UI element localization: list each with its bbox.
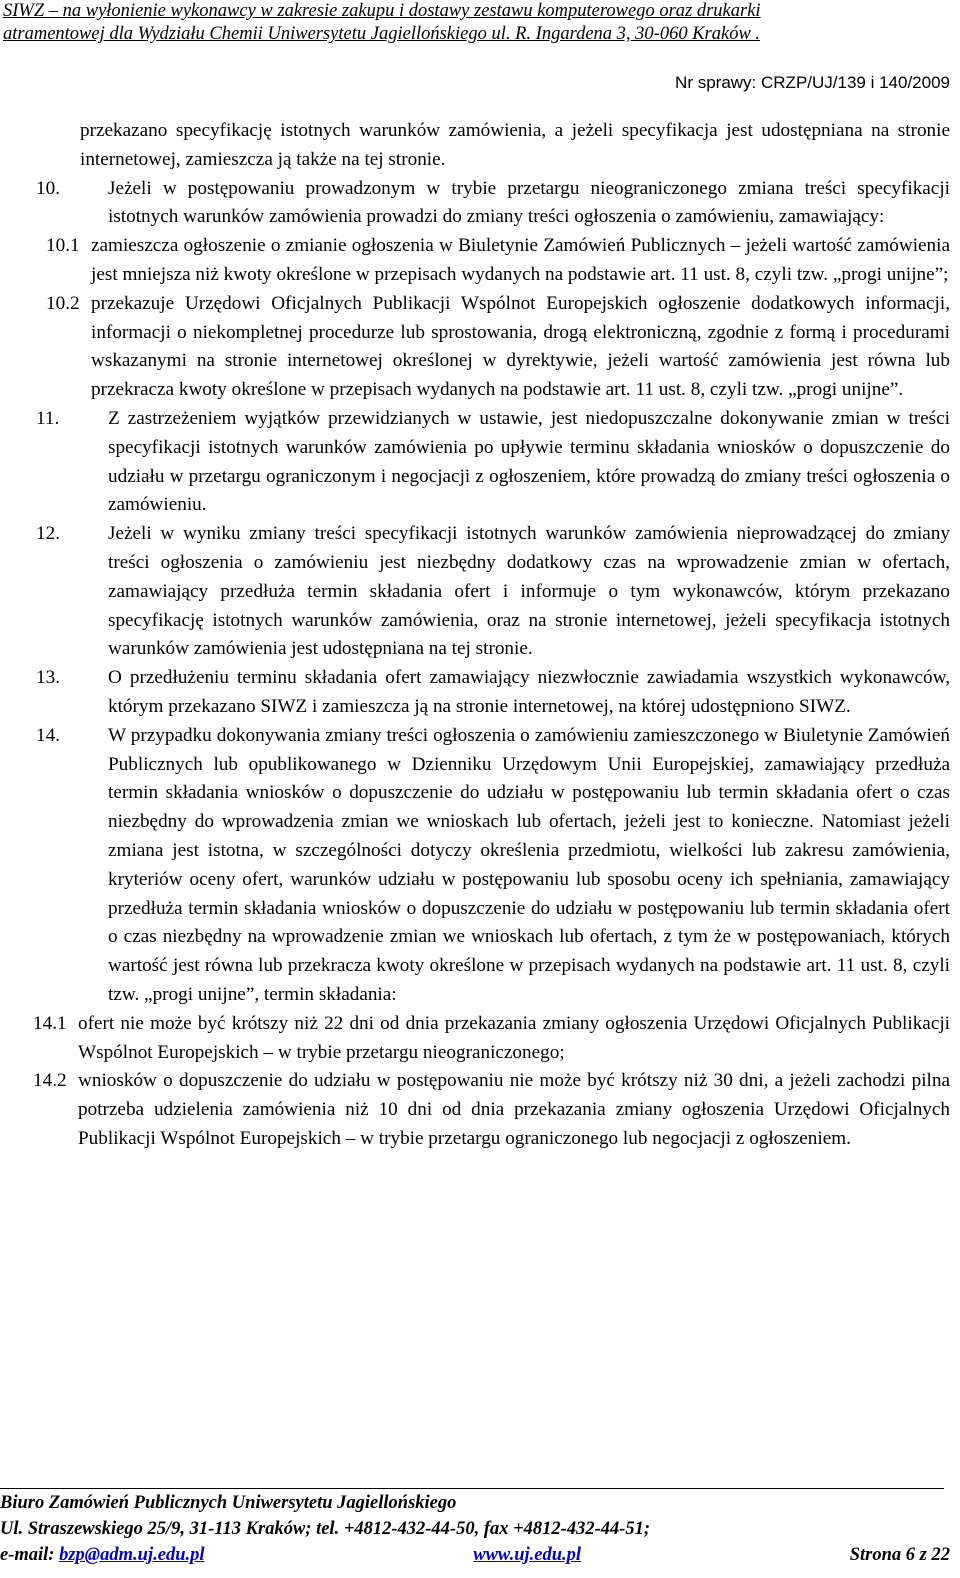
item-number: 13. (36, 667, 60, 689)
sub-item-14-2 (0, 1067, 950, 1153)
list-item-13 (0, 664, 950, 722)
item-text: W przypadku dokonywania zmiany treści ogłoszenia o zamówieniu zamieszczonego w Biuletynie Zamówień Publicznych lub opublikowanego w Dzienniku Urzędowym Unii Europejskiej, zamawiający przedłuża termin składania wniosków o dopuszczenie do udziału w postępowaniu lub termin składania ofert o czas niezbędny do wprowadzenia zmian we wnioskach lub ofertach, jeżeli jest to konieczne. Natomiast jeżeli zmiana jest istotna, w szczególności dotyczy określenia przedmiotu, wielkości lub zakresu zamówienia, kryteriów oceny ofert, warunków udziału w postępowaniu lub sposobu oceny ich spełniania, zamawiający przedłuża termin składania wniosków o dopuszczenie do udziału w postępowaniu lub termin składania ofert o czas niezbędny na wprowadzenie zmian we wnioskach lub ofertach, z tym że w postępowaniach, których wartość jest równa lub przekracza kwoty określone w przepisach wydanych na podstawie art. 11 ust. 8, czyli tzw. „progi unijne”, termin składania: (108, 724, 950, 1005)
sub-item-text: ofert nie może być krótszy niż 22 dni od dnia przekazania zmiany ogłoszenia Urzędowi Oficjalnych Publikacji Wspólnot Europejskich – w trybie przetargu nieograniczonego; (78, 1012, 950, 1063)
item-number: 12. (36, 523, 60, 545)
case-number: Nr sprawy: CRZP/UJ/139 i 140/2009 (675, 73, 950, 92)
footer-office-name: Biuro Zamówień Publicznych Uniwersytetu Jagiellońskiego (0, 1493, 457, 1513)
email-link[interactable]: bzp@adm.uj.edu.pl (59, 1545, 205, 1565)
item-text: Z zastrzeżeniem wyjątków przewidzianych w ustawie, jest niedopuszczalne dokonywanie zmian w treści specyfikacji istotnych warunków zamówienia po upływie terminu składania wniosków o dopuszczenie do udziału w przetargu ograniczonym i negocjacji z ogłoszeniem, które prowadzą do zmiany treści ogłoszenia o zamówieniu. (108, 407, 950, 516)
sub-item-number: 10.2 (46, 292, 80, 314)
sub-item-number: 10.1 (46, 235, 80, 257)
email-label: e-mail: (0, 1545, 55, 1565)
sub-item-text: zamieszcza ogłoszenie o zmianie ogłoszenia w Biuletynie Zamówień Publicznych – jeżeli wartość zamówienia jest mniejsza niż kwoty określone w przepisach wydanych na podstawie art. 11 ust. 8, czyli tzw. „progi unijne”; (91, 235, 950, 285)
footer-email-group (0, 1542, 205, 1568)
page-number: Strona 6 z 22 (849, 1545, 950, 1565)
website-link[interactable]: www.uj.edu.pl (473, 1545, 582, 1565)
footer-divider (0, 1488, 944, 1489)
footer-address: Ul. Straszewskiego 25/9, 31-113 Kraków; tel. +4812-432-44-50, fax +4812-432-44-51; (0, 1519, 651, 1539)
sub-item-text: przekazuje Urzędowi Oficjalnych Publikacji Wspólnot Europejskich ogłoszenie dodatkowych informacji, informacji o niekompletnej procedurze lub sprostowania, drogą elektroniczną, zgodnie z formą i procedurami wskazanymi na stronie internetowej określonej w dyrektywie, jeżeli wartość zamówienia jest równa lub przekracza kwoty określone w przepisach wydanych na podstawie art. 11 ust. 8, czyli tzw. „progi unijne”. (91, 292, 950, 401)
item-number: 14. (36, 724, 60, 746)
sub-item-number: 14.2 (33, 1070, 67, 1092)
list-item-12 (0, 520, 950, 664)
item-number: 11. (36, 407, 60, 429)
sub-item-14-1 (0, 1010, 950, 1068)
item-text: Jeżeli w wyniku zmiany treści specyfikacji istotnych warunków zamówienia nieprowadzącej do zmiany treści ogłoszenia o zamówieniu jest niezbędny dodatkowy czas na wprowadzenie zmian w ofertach, zamawiający przedłuża termin składania ofert i informuje o tym wykonawców, którym przekazano specyfikację istotnych warunków zamówienia, oraz na stronie internetowej, jeżeli specyfikacja istotnych warunków zamówienia jest udostępniana na tej stronie. (108, 523, 950, 660)
header-title-line-1: SIWZ – na wyłonienie wykonawcy w zakresie zakupu i dostawy zestawu komputerowego oraz drukarki (3, 1, 761, 21)
sub-item-10-1 (0, 232, 950, 290)
footer-contact-row (0, 1542, 950, 1568)
list-item-10 (0, 175, 950, 233)
sub-item-text: wniosków o dopuszczenie do udziału w postępowaniu nie może być krótszy niż 30 dni, a jeżeli zachodzi pilna potrzeba udzielenia zamówienia niż 10 dni od dnia przekazania zmiany ogłoszenia Urzędowi Oficjalnych Publikacji Wspólnot Europejskich – w trybie przetargu ograniczonego lub negocjacji z ogłoszeniem. (78, 1070, 950, 1149)
list-item-14 (0, 722, 950, 1010)
sub-item-10-2 (0, 290, 950, 405)
document-body (0, 117, 950, 1154)
page-header (3, 0, 953, 46)
item-number: 10. (36, 177, 60, 199)
sub-item-number: 14.1 (33, 1012, 67, 1034)
list-item-11 (0, 405, 950, 520)
item-text: Jeżeli w postępowaniu prowadzonym w trybie przetargu nieograniczonego zmiana treści specyfikacji istotnych warunków zamówienia prowadzi do zmiany treści ogłoszenia o zamówieniu, zamawiający: (108, 177, 950, 228)
intro-paragraph: przekazano specyfikację istotnych warunków zamówienia, a jeżeli specyfikacja jest udostępniana na stronie internetowej, zamieszcza ją także na tej stronie. (80, 120, 950, 170)
item-text: O przedłużeniu terminu składania ofert zamawiający niezwłocznie zawiadamia wszystkich wykonawców, którym przekazano SIWZ i zamieszcza ją na stronie internetowej, na której udostępniono SIWZ. (108, 667, 950, 717)
page-footer (0, 1490, 950, 1568)
header-title-line-2: atramentowej dla Wydziału Chemii Uniwersytetu Jagiellońskiego ul. R. Ingardena 3, 30-060 Kraków . (3, 24, 761, 44)
